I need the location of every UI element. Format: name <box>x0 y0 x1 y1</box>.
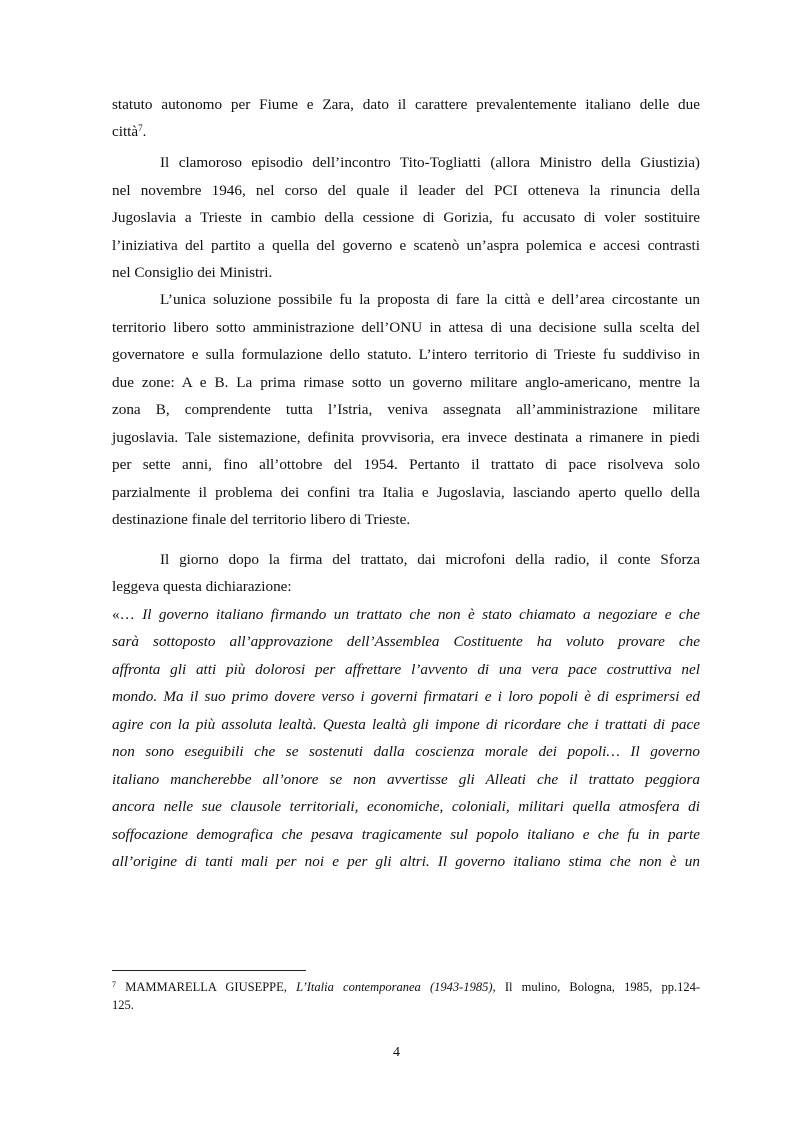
quote-line: ancora nelle sue clausole territoriali, economiche, coloniali, militari quella atmosfera di <box>112 798 700 815</box>
body-line: Il giorno dopo la firma del trattato, dai microfoni della radio, il conte Sforza <box>160 551 700 568</box>
footnote-publisher: Il mulino, Bologna, 1985, pp.124- <box>495 980 701 994</box>
footnote-reference: 7 <box>138 123 143 133</box>
body-line: Jugoslavia a Trieste in cambio della cessione di Gorizia, fu accusato di voler sostituire <box>112 209 700 226</box>
body-line: L’unica soluzione possibile fu la proposta di fare la città e dell’area circostante un <box>160 291 700 308</box>
footnote-line <box>112 981 700 994</box>
quote-line: affronta gli atti più dolorosi per affrettare l’avvento di una vera pace costruttiva nel <box>112 661 700 678</box>
body-line: statuto autonomo per Fiume e Zara, dato il carattere prevalentemente italiano delle due <box>112 96 700 113</box>
footnote-line: 125. <box>112 998 134 1012</box>
body-line: per sette anni, fino all’ottobre del 1954. Pertanto il trattato di pace risolveva solo <box>112 456 700 473</box>
body-text: città <box>112 123 139 140</box>
body-line: nel novembre 1946, nel corso del quale il leader del PCI otteneva la rinuncia della <box>112 182 700 199</box>
quote-line: non sono eseguibili che se sostenuti dalla coscienza morale dei popoli… Il governo <box>112 743 700 760</box>
quote-line <box>112 607 700 622</box>
quote-line: italiano mancherebbe all’onore se non avvertisse gli Alleati che il trattato peggiora <box>112 771 700 788</box>
body-line: governatore e sulla formulazione dello statuto. L’intero territorio di Trieste fu suddiviso in <box>112 346 700 363</box>
body-line: jugoslavia. Tale sistemazione, definita provvisoria, era invece destinata a rimanere in piedi <box>112 429 700 446</box>
footnote-title: L’Italia contemporanea (1943-1985), <box>296 980 496 994</box>
body-line: l’iniziativa del partito a quella del governo e scatenò un’aspra polemica e accesi contrasti <box>112 237 700 254</box>
body-line: parzialmente il problema dei confini tra Italia e Jugoslavia, lasciando aperto quello della <box>112 484 700 501</box>
footnote-separator <box>112 970 306 971</box>
quote-line: soffocazione demografica che pesava tragicamente sul popolo italiano e che fu in parte <box>112 826 700 843</box>
quote-line: sarà sottoposto all’approvazione dell’Assemblea Costituente ha voluto provare che <box>112 633 700 650</box>
body-line: territorio libero sotto amministrazione dell’ONU in attesa di una decisione sulla scelta del <box>112 319 700 336</box>
quote-open: «… <box>112 606 143 623</box>
body-line: due zone: A e B. La prima rimase sotto un governo militare anglo-americano, mentre la <box>112 374 700 391</box>
quote-text: Il governo italiano firmando un trattato che non è stato chiamato a negoziare e che <box>142 606 700 623</box>
body-line: Il clamoroso episodio dell’incontro Tito-Togliatti (allora Ministro della Giustizia) <box>160 154 700 171</box>
page-number: 4 <box>393 1045 400 1060</box>
body-line: destinazione finale del territorio libero di Trieste. <box>112 511 411 528</box>
quote-line: mondo. Ma il suo primo dovere verso i governi firmatari e i loro popoli è di esprimersi ed <box>112 688 700 705</box>
quote-line: all’origine di tanti mali per noi e per gli altri. Il governo italiano stima che non è un <box>112 853 700 870</box>
quote-line: agire con la più assoluta lealtà. Questa lealtà gli impone di ricordare che i trattati di pace <box>112 716 700 733</box>
body-text: . <box>142 123 147 140</box>
body-line <box>112 124 700 139</box>
footnote-mark: 7 <box>112 980 116 989</box>
body-line: zona B, comprendente tutta l’Istria, veniva assegnata all’amministrazione militare <box>112 401 700 418</box>
body-line: nel Consiglio dei Ministri. <box>112 264 273 281</box>
footnote-author: MAMMARELLA GIUSEPPE, <box>116 980 297 994</box>
body-line: leggeva questa dichiarazione: <box>112 578 292 595</box>
